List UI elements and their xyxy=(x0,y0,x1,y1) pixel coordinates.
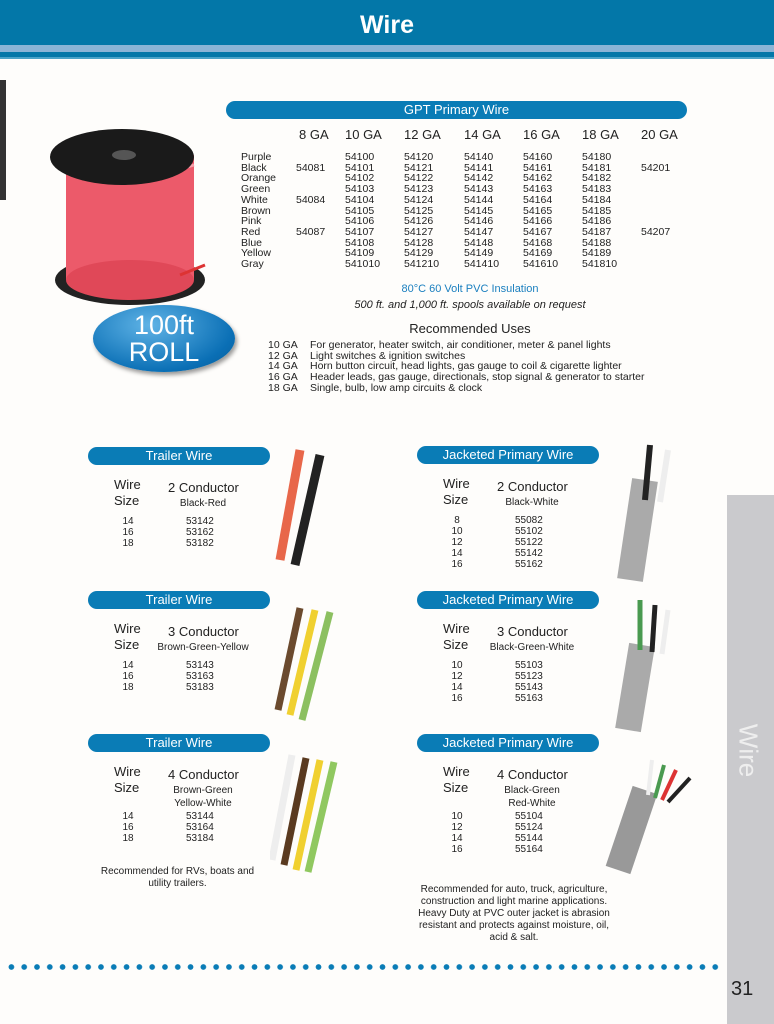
wire-section xyxy=(88,591,273,731)
wire-section xyxy=(417,734,602,874)
jacketed-wire-images xyxy=(600,440,710,880)
gauge: 16 GA xyxy=(268,371,298,384)
color-code: Black-Green xyxy=(504,785,560,796)
page-number: 31 xyxy=(731,978,754,1000)
part-number: 53182 xyxy=(186,538,214,549)
color-code: Brown-Green xyxy=(173,785,233,796)
color-code: Yellow-White xyxy=(174,798,232,809)
conductor-label: 3 Conductor xyxy=(497,624,568,639)
gauge: 12 GA xyxy=(268,349,298,362)
wire-size: 10 xyxy=(451,660,463,671)
wire-section xyxy=(417,446,602,586)
wire-size: 16 xyxy=(451,559,463,570)
column-header: 12 GA xyxy=(404,127,441,142)
part-number: 53162 xyxy=(186,527,214,538)
gauge: 14 GA xyxy=(268,360,298,373)
wire-size: 16 xyxy=(451,693,463,704)
part-number-column: 54100 54101 54102 54103 54104 54105 54106 54107 54108 54109 541010 xyxy=(345,151,381,271)
trailer-wire-note: Recommended for RVs, boats and utility trailers. xyxy=(100,866,255,889)
part-number: 53164 xyxy=(186,822,214,833)
use-row xyxy=(268,383,644,394)
part-number: 55123 xyxy=(515,671,543,682)
section-header: Jacketed Primary Wire xyxy=(417,446,599,464)
part-number: 53183 xyxy=(186,682,214,693)
gauge: 10 GA xyxy=(268,339,298,351)
column-header: 20 GA xyxy=(641,127,678,142)
part-number: 55124 xyxy=(515,822,543,833)
wire-size: 18 xyxy=(122,538,134,549)
side-tab-label: Wire xyxy=(733,723,764,778)
recommended-uses-list xyxy=(268,340,644,394)
part-number: 55082 xyxy=(515,515,543,526)
dotted-divider xyxy=(5,963,725,971)
section-header: Trailer Wire xyxy=(88,734,270,752)
part-number: 53163 xyxy=(186,671,214,682)
insulation-spec: 80°C 60 Volt PVC Insulation xyxy=(401,283,539,295)
spool-note: 500 ft. and 1,000 ft. spools available on request xyxy=(354,299,586,311)
part-number-column: 54140 54141 54142 54143 54144 54145 54146 54147 54148 54149 541410 xyxy=(464,151,500,271)
use-text: Single, bulb, low amp circuits & clock xyxy=(310,381,483,394)
conductor-label: 4 Conductor xyxy=(497,767,568,782)
wire-spool-image xyxy=(0,75,240,315)
section-header: Jacketed Primary Wire xyxy=(417,734,599,752)
column-header: 18 GA xyxy=(582,127,619,142)
wire-section xyxy=(417,591,602,731)
part-number: 55102 xyxy=(515,526,543,537)
wire-size: 12 xyxy=(451,537,463,548)
wire-size: 10 xyxy=(451,526,463,537)
wire-size: 14 xyxy=(451,548,463,559)
wire-size: 12 xyxy=(451,671,463,682)
size-label: Size xyxy=(114,637,140,652)
conductor-label: 4 Conductor xyxy=(168,767,239,782)
part-number: 53184 xyxy=(186,833,214,844)
jacketed-wire-note: Recommended for auto, truck, agriculture, construction and light marine applications. Heavy Duty at PVC outer jacket is abrasion resistant and protects against moisture, oil, acid & salt. xyxy=(418,884,610,943)
wire-size: 14 xyxy=(122,811,134,822)
column-header: 8 GA xyxy=(299,127,329,142)
section-header: Trailer Wire xyxy=(88,447,270,465)
wire-size: 14 xyxy=(451,682,463,693)
color-code: Black-Green-White xyxy=(489,642,575,653)
section-header: Trailer Wire xyxy=(88,591,270,609)
wire-size: 18 xyxy=(122,833,134,844)
roll-length-badge: 100ft ROLL xyxy=(93,305,235,372)
part-number: 55144 xyxy=(515,833,543,844)
column-header: 16 GA xyxy=(523,127,560,142)
part-number: 55163 xyxy=(515,693,543,704)
wire-size: 10 xyxy=(451,811,463,822)
gpt-primary-wire-header: GPT Primary Wire xyxy=(226,101,687,119)
part-number: 53143 xyxy=(186,660,214,671)
size-label: Size xyxy=(114,780,140,795)
part-number-column: 54120 54121 54122 54123 54124 54125 54126 54127 54128 54129 541210 xyxy=(404,151,440,271)
use-text: For generator, heater switch, air conditioner, meter & panel lights xyxy=(310,339,611,351)
column-header: 14 GA xyxy=(464,127,501,142)
color-code: Brown-Green-Yellow xyxy=(157,642,249,653)
wire-size: 14 xyxy=(122,660,134,671)
color-code: Red-White xyxy=(508,798,556,809)
color-code: Black-White xyxy=(505,497,559,508)
part-number: 55143 xyxy=(515,682,543,693)
part-number: 55142 xyxy=(515,548,543,559)
wire-label: Wire xyxy=(114,764,141,779)
part-number: 55162 xyxy=(515,559,543,570)
part-number: 53144 xyxy=(186,811,214,822)
gauge: 18 GA xyxy=(268,381,298,394)
conductor-label: 2 Conductor xyxy=(497,479,568,494)
part-number-column: 54081 54084 54087 xyxy=(296,161,326,238)
size-label: Size xyxy=(443,492,469,507)
part-number-column: 54180 54181 54182 54183 54184 54185 54186 54187 54188 54189 541810 xyxy=(582,151,618,271)
wire-size: 8 xyxy=(454,515,460,526)
wire-size: 14 xyxy=(451,833,463,844)
wire-section xyxy=(88,734,273,874)
wire-size: 16 xyxy=(122,671,134,682)
wire-size: 16 xyxy=(451,844,463,855)
color-code: Black-Red xyxy=(179,498,227,509)
column-header: 10 GA xyxy=(345,127,382,142)
part-number-column: 54160 54161 54162 54163 54164 54165 54166 54167 54168 54169 541610 xyxy=(523,151,559,271)
conductor-label: 3 Conductor xyxy=(168,624,239,639)
size-label: Size xyxy=(443,637,469,652)
wire-size: 16 xyxy=(122,822,134,833)
part-number: 53142 xyxy=(186,516,214,527)
page-title: Wire xyxy=(360,11,414,39)
size-label: Size xyxy=(443,780,469,795)
wire-size: 18 xyxy=(122,682,134,693)
wire-size: 16 xyxy=(122,527,134,538)
part-number: 55104 xyxy=(515,811,543,822)
use-text: Header leads, gas gauge, directionals, stop signal & generator to starter xyxy=(310,371,645,384)
part-number-column: 54201 54207 xyxy=(641,161,671,238)
size-label: Size xyxy=(114,493,140,508)
conductor-label: 2 Conductor xyxy=(168,480,239,495)
use-text: Horn button circuit, head lights, gas gauge to coil & cigarette lighter xyxy=(310,360,622,373)
wire-label: Wire xyxy=(443,476,470,491)
wire-label: Wire xyxy=(114,621,141,636)
color-column: Purple Black Orange Green White Brown Pink Red Blue Yellow Gray xyxy=(241,151,277,271)
section-header: Jacketed Primary Wire xyxy=(417,591,599,609)
wire-section xyxy=(88,447,273,587)
wire-size: 12 xyxy=(451,822,463,833)
wire-label: Wire xyxy=(443,764,470,779)
wire-label: Wire xyxy=(443,621,470,636)
wire-label: Wire xyxy=(114,477,141,492)
recommended-uses-title: Recommended Uses xyxy=(409,321,531,336)
use-text: Light switches & ignition switches xyxy=(310,349,466,362)
part-number: 55164 xyxy=(515,844,543,855)
wire-size: 14 xyxy=(122,516,134,527)
trailer-wire-images xyxy=(270,440,390,880)
part-number: 55122 xyxy=(515,537,543,548)
part-number: 55103 xyxy=(515,660,543,671)
